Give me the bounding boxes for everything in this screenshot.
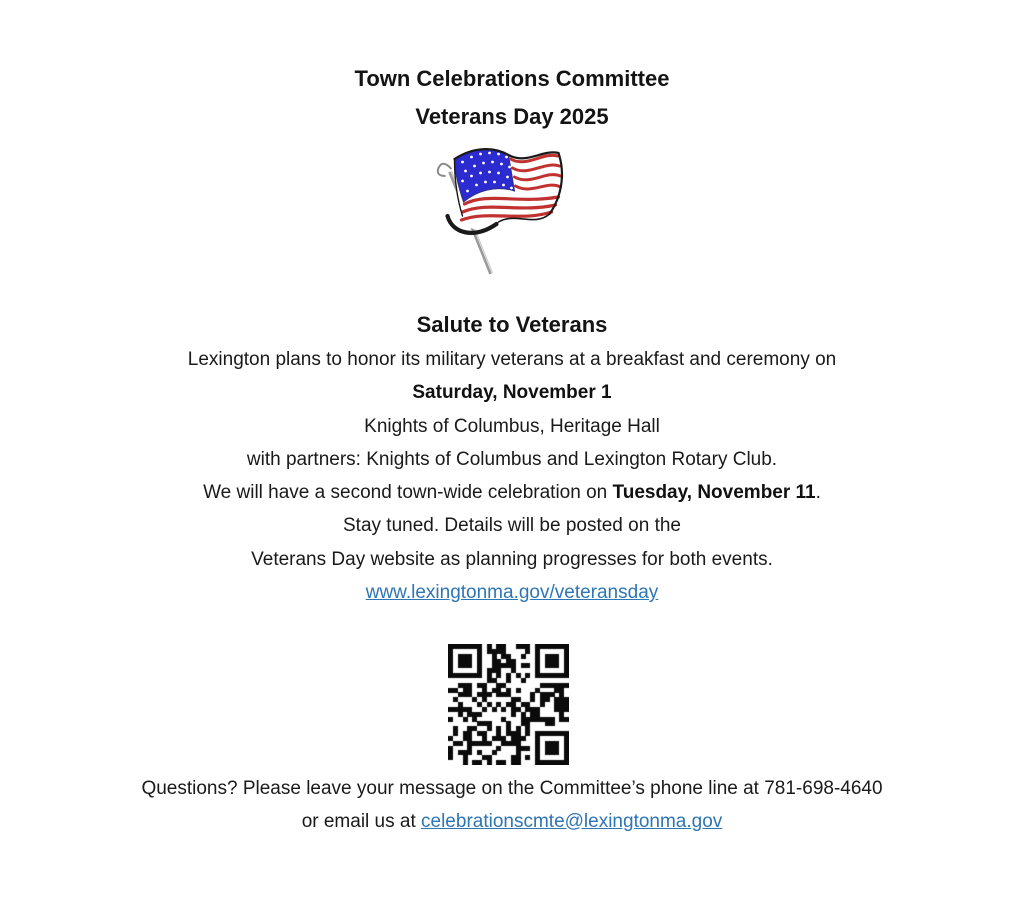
qr-code [448, 644, 569, 765]
committee-title: Town Celebrations Committee [354, 66, 670, 91]
event-date-primary: Saturday, November 1 [412, 382, 612, 404]
event-partners: with partners: Knights of Columbus and Lexington Rotary Club. [246, 448, 778, 470]
event-stay-tuned: Stay tuned. Details will be posted on the [343, 515, 681, 537]
american-flag-icon [436, 142, 576, 280]
event-title: Veterans Day 2025 [415, 104, 609, 129]
website-link-line [0, 576, 1024, 609]
veterans-day-website-link[interactable]: www.lexingtonma.gov/veteransday [365, 582, 659, 604]
flyer-footer [0, 773, 1024, 838]
event-line-intro: Lexington plans to honor its military veterans at a breakfast and ceremony on [187, 349, 837, 370]
committee-email-link[interactable]: celebrationscmte@lexingtonma.gov [421, 810, 723, 832]
event-venue: Knights of Columbus, Heritage Hall [364, 415, 660, 437]
event-details [0, 307, 1024, 609]
salute-heading: Salute to Veterans [416, 312, 608, 337]
event-second-celebration: We will have a second town-wide celebration on Tuesday, November 11. [203, 482, 821, 504]
event-website-note: Veterans Day website as planning progresses for both events. [251, 548, 773, 570]
flyer-header [0, 60, 1024, 136]
email-line: or email us at celebrationscmte@lexingtonma.gov [301, 810, 723, 832]
questions-line: Questions? Please leave your message on the Committee’s phone line at 781-698-4640 [141, 778, 883, 799]
